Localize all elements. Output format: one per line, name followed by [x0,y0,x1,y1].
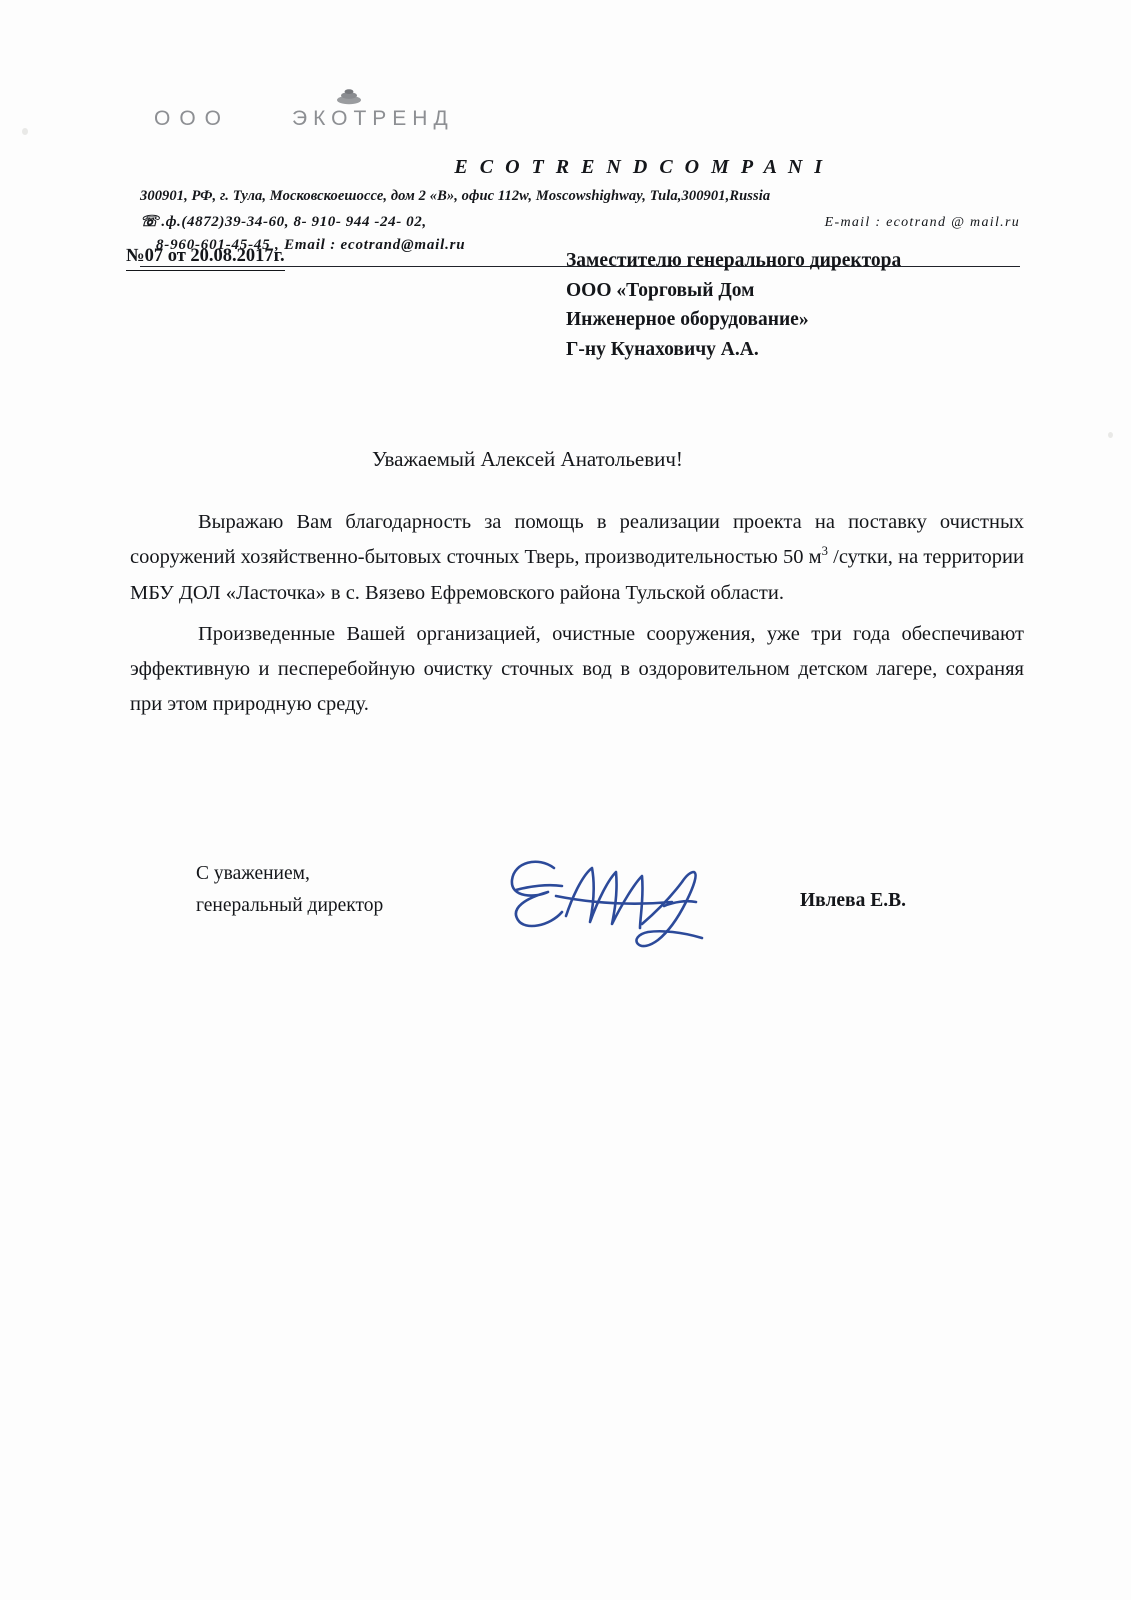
body-paragraph-1 [130,505,1024,611]
reference-and-addressee [126,246,1036,365]
closing-lines [196,858,383,921]
phone-icon: ☏ [140,214,160,230]
signer-name: Ивлева Е.В. [800,890,906,911]
contact-row [140,212,1020,231]
phone-email-second-line: 8-960-601-45-45 , Email : ecotrand@mail.ru [156,237,466,253]
body-paragraph-2: Произведенные Вашей организацией, очистные сооружения, уже три года обеспечивают эффективную и песперебойную очистку сточных вод в оздоровительном детском лагере, сохраняя при этом природную среду. [130,622,1024,716]
logo-brand-text: ЭКОТРЕНД [292,107,454,130]
scan-artifact [1108,432,1113,438]
handwritten-signature [496,846,756,971]
phone-numbers [140,212,427,231]
salutation: Уважаемый Алексей Анатольевич! [372,447,683,471]
paragraph-1-part-1: Выражаю Вам благодарность за помощь в реализации проекта на поставку очистных сооружений хозяйственно-бытовых сточных Тверь, производительностью 50 м [130,511,1024,569]
logo-row [140,96,1020,142]
addressee-line-1: Заместителю генерального директора [566,250,902,271]
paragraph-1-part-2: /сутки, на территории МБУ ДОЛ «Ласточка» в с. Вязево Ефремовского района Тульской области. [130,546,1024,604]
logo-ooo-text: ООО [154,107,231,130]
company-address: 300901, РФ, г. Тула, Московскоешоссе, дом 2 «В», офис 112w, Moscowshighway, Tula,300901,Russia [140,188,771,204]
addressee-line-3: Инженерное оборудование» [566,309,809,331]
addressee-line-4: Г-ну Кунаховичу А.А. [566,338,759,360]
logo-brand-wrap [292,107,454,131]
leaf-logo-icon [336,87,362,107]
addressee-line-2: ООО «Торговый Дом [566,279,755,301]
letter-body [130,505,1024,723]
company-name-en: E C O T R E N D C O M P A N I [454,156,826,178]
scan-artifact [22,128,28,135]
document-reference-number: №07 от 20.08.2017г. [126,246,285,271]
closing-line-2: генеральный директор [196,894,384,916]
phone-numbers-text: .ф.(4872)39-34-60, 8- 910- 944 -24- 02, [161,214,427,230]
cubic-meter-exponent: 3 [821,544,828,559]
closing-line-1: С уважением, [196,863,310,884]
addressee-block [566,246,1036,365]
email-right: E-mail : ecotrand @ mail.ru [824,215,1020,230]
